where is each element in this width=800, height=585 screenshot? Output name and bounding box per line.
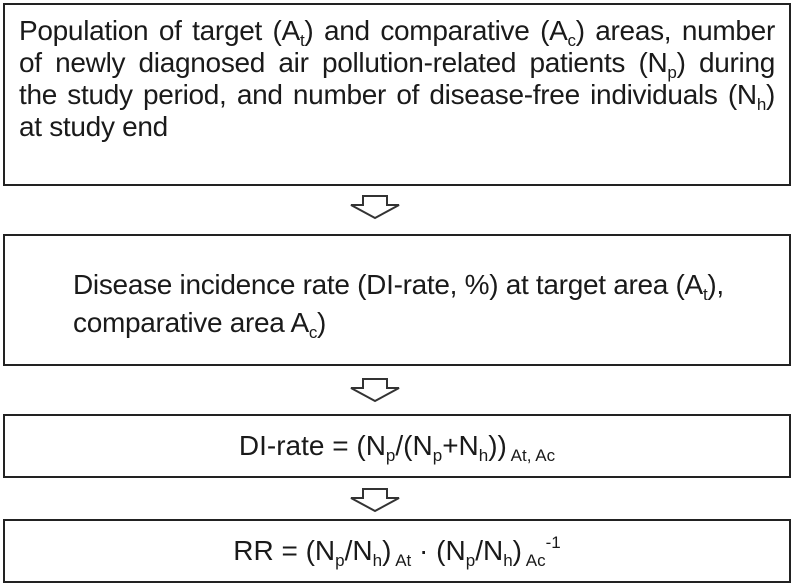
text-segment: /(N <box>395 430 433 461</box>
incidence-rate-box <box>3 234 791 366</box>
subscript: At <box>391 551 412 570</box>
text-segment: ) and comparative (A <box>304 15 568 46</box>
text-segment: ) areas, number of newly diagnosed air pollution-related patients (N <box>19 15 775 78</box>
subscript: At, Ac <box>506 446 556 465</box>
text-segment: comparative area A <box>73 307 309 338</box>
text-segment: ), <box>707 269 724 300</box>
subscript: p <box>667 63 677 82</box>
superscript: -1 <box>545 533 561 552</box>
line-2 <box>73 304 769 342</box>
subscript: p <box>335 551 345 570</box>
text-segment: /N <box>344 535 373 566</box>
di-rate-formula-box <box>3 414 791 478</box>
subscript: p <box>432 446 443 465</box>
formula <box>238 430 556 465</box>
line-1 <box>73 266 769 304</box>
subscript: h <box>756 95 766 114</box>
text-segment: Disease incidence rate (DI-rate, %) at target area (A <box>73 269 703 300</box>
text-segment: ) at study end <box>19 79 775 142</box>
text-segment: ) <box>512 535 522 566</box>
subscript: p <box>385 446 396 465</box>
input-data-box <box>3 3 791 186</box>
text-segment: ) <box>382 535 392 566</box>
down-arrow-icon <box>335 194 415 220</box>
text-segment: Population of target (A <box>19 15 300 46</box>
text-segment: DI-rate = (N <box>238 430 386 461</box>
subscript: c <box>308 323 318 342</box>
subscript: Ac <box>521 551 546 570</box>
text-segment: +N <box>442 430 479 461</box>
text-segment: ) <box>317 307 327 338</box>
subscript: h <box>478 446 489 465</box>
text-segment: · (N <box>411 535 466 566</box>
text-segment: )) <box>488 430 507 461</box>
formula <box>233 533 561 570</box>
relative-risk-formula-box <box>3 519 791 583</box>
down-arrow-icon <box>335 377 415 403</box>
text-segment: ) during the study period, and number of disease-free individuals (N <box>19 47 775 110</box>
subscript: p <box>465 551 476 570</box>
subscript: t <box>702 285 708 304</box>
subscript: c <box>567 31 576 50</box>
subscript: t <box>299 31 305 50</box>
text-segment: /N <box>475 535 504 566</box>
down-arrow-icon <box>335 487 415 513</box>
text-segment: RR = (N <box>233 535 336 566</box>
subscript: h <box>503 551 513 570</box>
subscript: h <box>372 551 383 570</box>
